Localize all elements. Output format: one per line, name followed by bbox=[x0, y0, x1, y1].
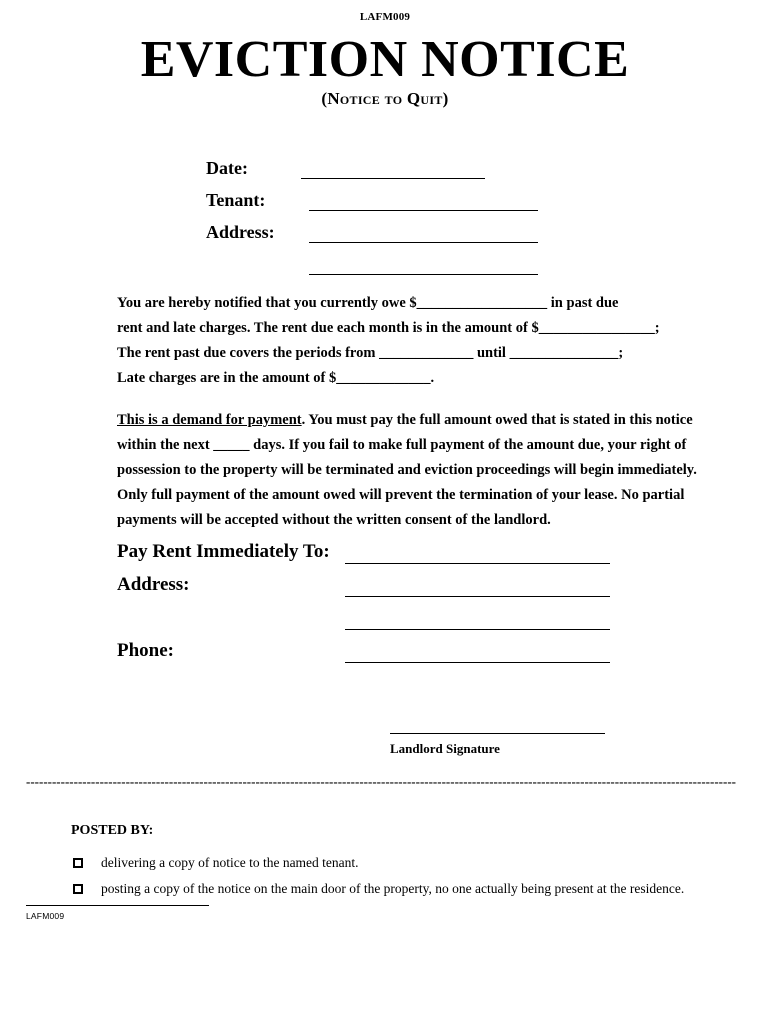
amount-owed-paragraph bbox=[117, 291, 707, 391]
posted-by-options bbox=[71, 855, 731, 907]
posted-by-option-label: posting a copy of the notice on the main door of the property, no one actually being present at the residence. bbox=[101, 881, 685, 896]
late-charges-blank[interactable]: _____________ bbox=[336, 370, 431, 386]
address-input-rule-line2[interactable] bbox=[309, 274, 538, 275]
phone-label: Phone: bbox=[117, 640, 174, 661]
tenant-label: Tenant: bbox=[206, 190, 266, 210]
monthly-rent-blank[interactable]: ________________ bbox=[538, 320, 655, 336]
payment-address-row bbox=[0, 574, 770, 607]
posted-by-option-delivering[interactable] bbox=[71, 855, 731, 881]
owed-line2-prefix: rent and late charges. The rent due each month is in the amount of $ bbox=[117, 320, 539, 336]
demand-text-a: . You must pay the full amount owed that is stated in this notice within the next bbox=[117, 412, 693, 453]
owed-line3-prefix: The rent past due covers the periods from bbox=[117, 345, 380, 361]
period-until-blank[interactable]: _______________ bbox=[509, 345, 619, 361]
tenant-field-row bbox=[0, 190, 770, 222]
landlord-signature-rule[interactable] bbox=[390, 733, 605, 734]
owed-line4-suffix: . bbox=[430, 370, 435, 386]
owed-line4-prefix: Late charges are in the amount of $ bbox=[117, 370, 337, 386]
pay-rent-to-label: Pay Rent Immediately To: bbox=[117, 541, 330, 562]
payment-address-rule-line1[interactable] bbox=[345, 596, 610, 597]
owed-line3-mid: until bbox=[473, 345, 510, 361]
landlord-signature-label: Landlord Signature bbox=[390, 741, 500, 756]
owed-amount-blank[interactable]: __________________ bbox=[416, 295, 548, 311]
phone-row bbox=[0, 640, 770, 673]
date-input-rule[interactable] bbox=[301, 178, 485, 179]
dashed-separator: -------------------------------------------------------------------------------------------------------------------------------------------------------------------- bbox=[26, 774, 736, 789]
owed-line2-suffix: ; bbox=[654, 320, 660, 336]
posted-by-option-label: delivering a copy of notice to the named tenant. bbox=[101, 855, 359, 870]
owed-line1-prefix: You are hereby notified that you currently owe $ bbox=[117, 295, 417, 311]
owed-line3-suffix: ; bbox=[618, 345, 624, 361]
posted-by-title: POSTED BY: bbox=[71, 823, 154, 838]
payment-address-row-2 bbox=[0, 607, 770, 640]
tenant-info-fields bbox=[0, 158, 770, 286]
pay-to-row bbox=[0, 541, 770, 574]
address-input-rule-line1[interactable] bbox=[309, 242, 538, 243]
posted-by-option-posting[interactable] bbox=[71, 881, 731, 907]
page-title: EVICTION NOTICE bbox=[140, 31, 630, 88]
page-subtitle: (Notice to Quit) bbox=[321, 89, 449, 108]
document-code-footer: LAFM009 bbox=[26, 911, 65, 921]
pay-rent-to-rule[interactable] bbox=[345, 563, 610, 564]
date-field-row bbox=[0, 158, 770, 190]
address-label: Address: bbox=[206, 222, 275, 242]
owed-line1-suffix: in past due bbox=[547, 295, 619, 311]
footer-divider bbox=[26, 905, 209, 906]
demand-for-payment-paragraph bbox=[117, 408, 707, 533]
demand-text-b: days. If you fail to make full payment of the amount due, your right of possession to the property will be terminated and eviction proceedings will begin immediately. Only full payment of the amount owed will prevent the termination of your lease. No partial payments will be accepted without the written consent of the landlord. bbox=[117, 437, 697, 528]
payment-instructions-block bbox=[0, 541, 770, 673]
phone-rule[interactable] bbox=[345, 662, 610, 663]
payment-address-rule-line2[interactable] bbox=[345, 629, 610, 630]
date-label: Date: bbox=[206, 158, 248, 178]
document-code-header: LAFM009 bbox=[359, 11, 411, 23]
payment-address-label: Address: bbox=[117, 574, 190, 595]
demand-heading-underlined: This is a demand for payment bbox=[117, 412, 302, 428]
days-to-pay-blank[interactable]: _____ bbox=[213, 437, 250, 453]
checkbox-icon[interactable] bbox=[73, 884, 83, 894]
address-field-row-2 bbox=[0, 254, 770, 286]
period-from-blank[interactable]: _____________ bbox=[379, 345, 474, 361]
tenant-input-rule[interactable] bbox=[309, 210, 538, 211]
address-field-row bbox=[0, 222, 770, 254]
checkbox-icon[interactable] bbox=[73, 858, 83, 868]
